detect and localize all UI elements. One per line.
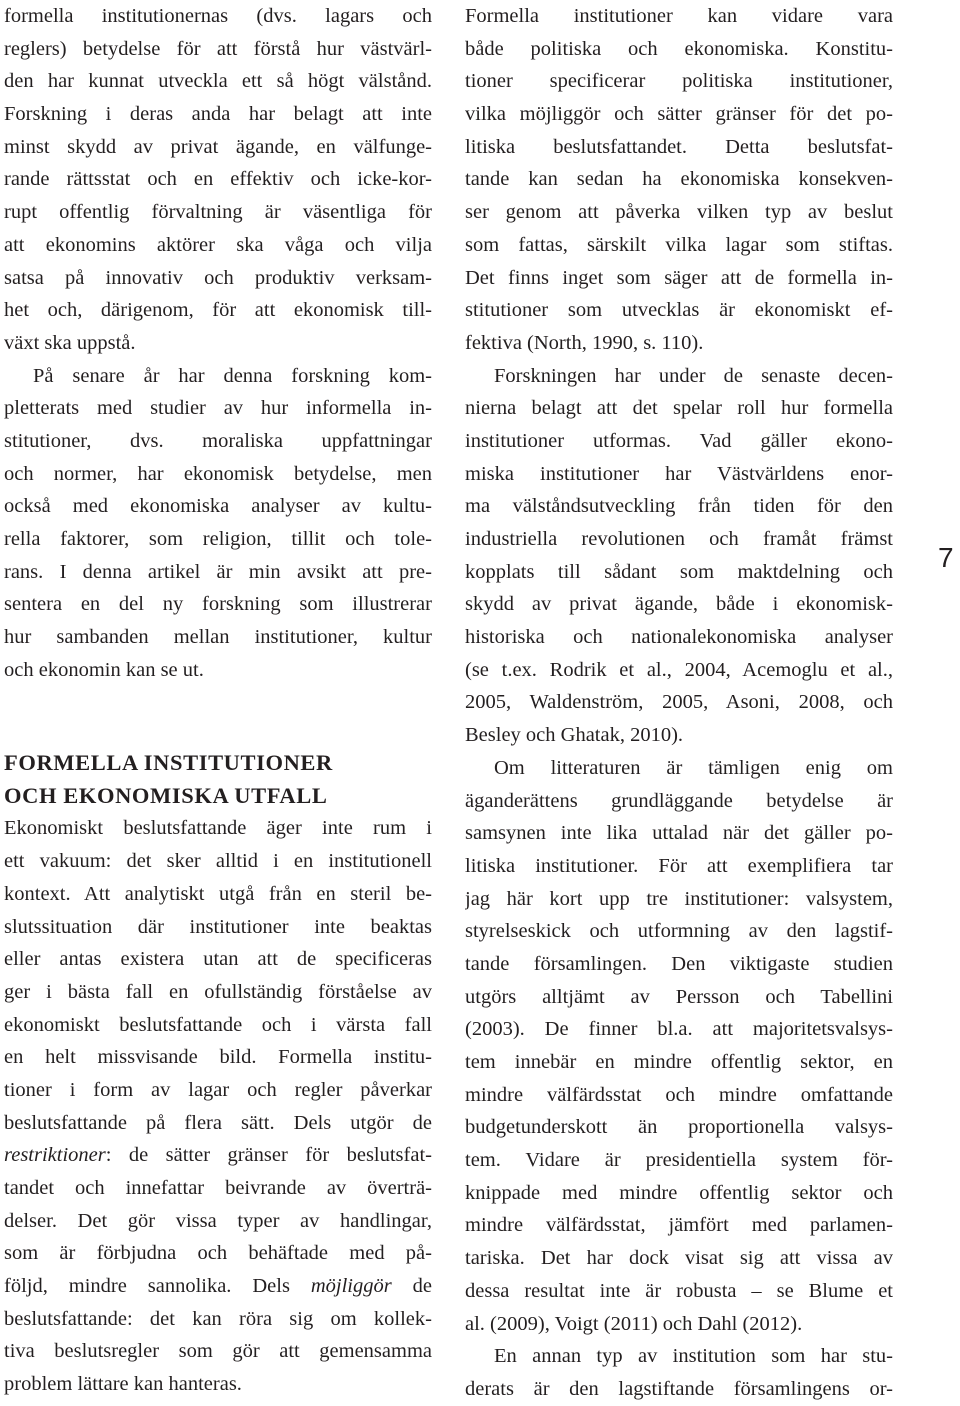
text-line: tariska. Det har dock visat sig att vissa av bbox=[465, 1247, 893, 1270]
text-line-rest: : de sätter gränser för beslutsfat- bbox=[105, 1144, 432, 1167]
text-line: formella institutionernas (dvs. lagars och bbox=[4, 5, 432, 27]
text-line: beslutsfattande: det kan röra sig om kollek- bbox=[4, 1307, 432, 1330]
left-paragraph-2 bbox=[4, 360, 432, 687]
text-line: eller antas existera utan att de specificeras bbox=[4, 948, 432, 971]
text-line: vilka möjliggör och sätter gränser för det po- bbox=[465, 103, 893, 126]
text-line: en helt missvisande bild. Formella institu- bbox=[4, 1046, 432, 1069]
text-line: pletterats med studier av hur informella in- bbox=[4, 397, 432, 420]
section-heading-line-2: OCH EKONOMISKA UTFALL bbox=[4, 783, 328, 809]
text-line: och ekonomin kan se ut. bbox=[4, 658, 204, 681]
text-line: historiska och nationalekonomiska analyser bbox=[465, 626, 893, 649]
text-line: al. (2009), Voigt (2011) och Dahl (2012). bbox=[465, 1312, 803, 1335]
text-line: Besley och Ghatak, 2010). bbox=[465, 724, 684, 747]
section-heading-line-1: FORMELLA INSTITUTIONER bbox=[4, 750, 333, 776]
text-line: delser. Det gör vissa typer av handlingar, bbox=[4, 1209, 432, 1232]
text-line-end: de bbox=[391, 1275, 432, 1298]
text-line: reglers) betydelse för att förstå hur västvärl- bbox=[4, 37, 432, 60]
text-line: litiska beslutsfattandet. Detta beslutsfat- bbox=[465, 135, 893, 158]
text-line: att ekonomins aktörer ska våga och vilja bbox=[4, 233, 432, 256]
text-line: tioner i form av lagar och regler påverkar bbox=[4, 1078, 432, 1101]
text-line: budgetunderskott än proportionella valsys- bbox=[465, 1116, 893, 1139]
section-spacer bbox=[4, 686, 432, 746]
text-line: hur sambanden mellan institutioner, kultur bbox=[4, 626, 432, 649]
text-line: också med ekonomiska analyser av kultu- bbox=[4, 495, 432, 518]
text-line: minst skydd av privat ägande, en välfunge- bbox=[4, 135, 432, 158]
text-line: styrelseskick och utformning av den lagstif- bbox=[465, 920, 893, 943]
right-paragraph-1 bbox=[465, 0, 893, 360]
text-line: litiska institutioner. För att exemplifiera tar bbox=[465, 854, 893, 877]
left-paragraph-1 bbox=[4, 0, 432, 360]
text-line: stitutioner som utvecklas är ekonomiskt ef- bbox=[465, 299, 893, 322]
text-line: stitutioner, dvs. moraliska uppfattningar bbox=[4, 429, 432, 452]
text-line: Forskningen har under de senaste decen- bbox=[494, 364, 893, 387]
text-line: industriella revolutionen och framåt främst bbox=[465, 528, 893, 550]
text-line: växt ska uppstå. bbox=[4, 331, 136, 354]
text-line: (se t.ex. Rodrik et al., 2004, Acemoglu et al., bbox=[465, 658, 893, 681]
text-line: beslutsfattande på flera sätt. Dels utgör de bbox=[4, 1111, 432, 1134]
italic-term-restriktioner: restriktioner bbox=[4, 1144, 106, 1167]
text-line: rande rättsstat och en effektiv och icke-kor- bbox=[4, 168, 432, 191]
text-line: mindre välfärdsstat och mindre omfattande bbox=[465, 1083, 893, 1106]
text-line: och normer, har ekonomisk betydelse, men bbox=[4, 462, 432, 485]
text-line: kopplats till sådant som maktdelning och bbox=[465, 560, 893, 583]
text-line: tioner specificerar politiska institutioner, bbox=[465, 70, 893, 93]
right-column bbox=[465, 0, 893, 1406]
text-line: institutioner utformas. Vad gäller ekono- bbox=[465, 429, 893, 452]
text-line: den har kunnat utveckla ett så högt välstånd. bbox=[4, 70, 432, 93]
italic-term-mojliggor: möjliggör bbox=[310, 1275, 392, 1298]
text-line: tande församlingen. Den viktigaste studien bbox=[465, 952, 893, 975]
text-line: problem lättare kan hanteras. bbox=[4, 1373, 242, 1396]
text-line: Forskning i deras anda har belagt att inte bbox=[4, 103, 432, 126]
text-line: miska institutioner har Västvärldens enor- bbox=[465, 462, 893, 485]
text-line: Om litteraturen är tämligen enig om bbox=[494, 756, 893, 779]
text-line: dessa resultat inte är robusta – se Blume et bbox=[465, 1279, 893, 1302]
text-line: jag här kort upp tre institutioner: valsystem, bbox=[465, 887, 893, 910]
text-line: ser genom att påverka vilken typ av beslut bbox=[465, 201, 893, 224]
text-line: En annan typ av institution som har stu- bbox=[494, 1345, 893, 1368]
text-line: skydd av privat ägande, både i ekonomisk- bbox=[465, 593, 893, 616]
text-line: Ekonomiskt beslutsfattande äger inte rum i bbox=[4, 817, 432, 840]
text-line: tem. Vidare är presidentiella system för- bbox=[465, 1149, 893, 1172]
text-line bbox=[4, 1270, 432, 1303]
text-line: tande kan sedan ha ekonomiska konsekven- bbox=[465, 168, 893, 191]
left-paragraph-3-end bbox=[4, 1303, 432, 1401]
text-line: rans. I denna artikel är min avsikt att pre- bbox=[4, 560, 432, 583]
text-line: ett vakuum: det sker alltid i en institutionell bbox=[4, 850, 432, 873]
text-line: fektiva (North, 1990, s. 110). bbox=[465, 331, 704, 354]
text-line: rupt offentlig förvaltning är väsentliga för bbox=[4, 201, 432, 224]
text-line: tiva beslutsregler som gör att gemensamma bbox=[4, 1340, 432, 1363]
text-line: sentera en del ny forskning som illustrerar bbox=[4, 593, 432, 616]
text-line: äganderättens grundläggande betydelse är bbox=[465, 789, 893, 812]
left-column bbox=[4, 0, 432, 1401]
text-line: Formella institutioner kan vidare vara bbox=[465, 5, 893, 27]
text-line: 2005, Waldenström, 2005, Asoni, 2008, och bbox=[465, 691, 893, 714]
section-heading bbox=[4, 746, 432, 812]
text-line: rella faktorer, som religion, tillit och tole- bbox=[4, 528, 432, 550]
text-line: derats är den lagstiftande församlingens or- bbox=[465, 1377, 893, 1400]
text-line: som fattas, särskilt vilka lagar som stiftas. bbox=[465, 233, 893, 256]
right-paragraph-2 bbox=[465, 360, 893, 752]
text-line: slutssituation där institutioner inte beaktas bbox=[4, 915, 432, 938]
text-line: nierna belagt att det spelar roll hur formella bbox=[465, 397, 893, 420]
left-paragraph-3-continued bbox=[4, 1172, 432, 1270]
text-line: satsa på innovativ och produktiv verksam- bbox=[4, 266, 432, 289]
text-line: På senare år har denna forskning kom- bbox=[33, 364, 432, 387]
text-line-start: följd, mindre sannolika. Dels bbox=[4, 1275, 311, 1298]
right-paragraph-4 bbox=[465, 1340, 893, 1405]
text-line bbox=[4, 1139, 432, 1172]
text-line: tem innebär en mindre offentlig sektor, en bbox=[465, 1051, 893, 1073]
text-line: tandet och innefattar beivrande av överträ- bbox=[4, 1177, 432, 1199]
text-line: knippade med mindre offentlig sektor och bbox=[465, 1181, 893, 1204]
left-paragraph-3 bbox=[4, 812, 432, 1139]
text-line: kontext. Att analytiskt utgå från en steril be- bbox=[4, 882, 432, 905]
text-line: het och, därigenom, för att ekonomisk till- bbox=[4, 299, 432, 322]
text-line: mindre välfärdsstat, jämfört med parlamen- bbox=[465, 1214, 893, 1237]
text-line: (2003). De finner bl.a. att majoritetsvalsys- bbox=[465, 1018, 893, 1041]
text-line: ma välståndsutveckling från tiden för den bbox=[465, 495, 893, 518]
page-number: 7 bbox=[938, 542, 954, 573]
text-line: utgörs alltjämt av Persson och Tabellini bbox=[465, 985, 893, 1008]
text-line: ekonomiskt beslutsfattande och i värsta fall bbox=[4, 1013, 432, 1036]
text-line: ger i bästa fall en ofullständig förståelse av bbox=[4, 980, 432, 1003]
text-line: samsynen inte lika uttalad när det gäller po- bbox=[465, 822, 893, 845]
text-line: Det finns inget som säger att de formella in- bbox=[465, 266, 893, 289]
text-line: som är förbjudna och behäftade med på- bbox=[4, 1242, 432, 1265]
right-paragraph-3 bbox=[465, 752, 893, 1340]
text-line: både politiska och ekonomiska. Konstitu- bbox=[465, 37, 893, 60]
